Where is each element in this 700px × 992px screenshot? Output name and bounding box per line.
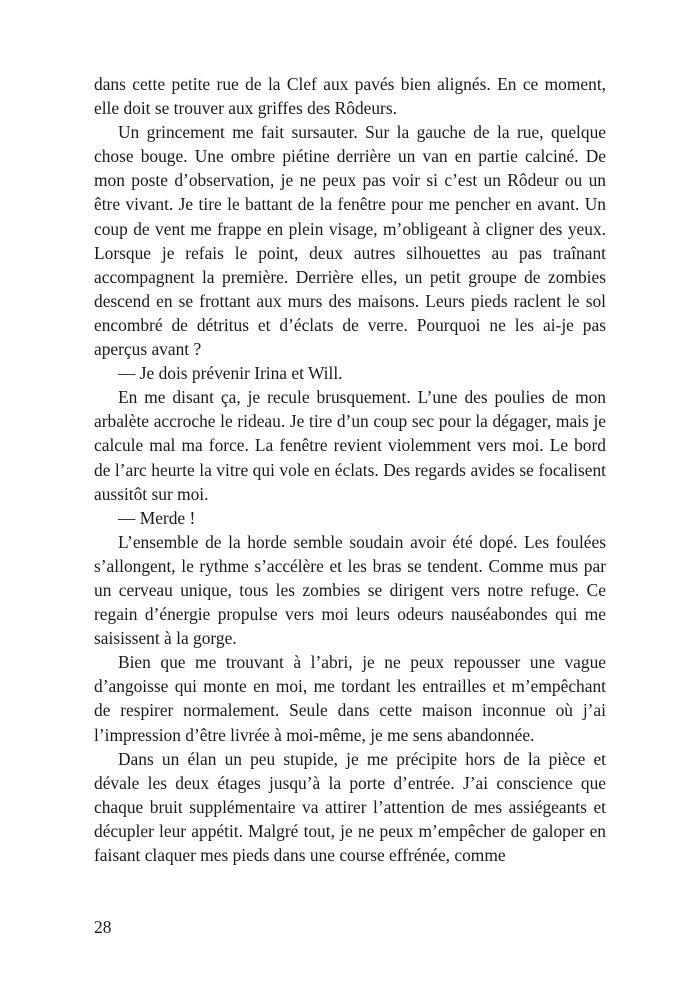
paragraph: En me disant ça, je recule brusquement. L’une des poulies de mon arbalète accroche le rideau. Je tire d’un coup sec pour la dégager, mais je calcule mal ma force. La fenêtre revient violemment vers moi. Le bord de l’arc heurte la vitre qui vole en éclats. Des regards avides se focalisent aussitôt sur moi. (94, 387, 606, 504)
paragraph: L’ensemble de la horde semble soudain avoir été dopé. Les foulées s’allongent, le rythme s’accélère et les bras se tendent. Comme mus par un cerveau unique, tous les zombies se dirigent vers notre refuge. Ce regain d’énergie propulse vers moi leurs odeurs nauséabondes qui me saisissent à la gorge. (94, 531, 606, 649)
paragraph-continuation: dans cette petite rue de la Clef aux pavés bien alignés. En ce moment, elle doit se trouver aux griffes des Rôdeurs. (94, 74, 606, 119)
dialogue-line: — Merde ! (118, 507, 196, 528)
dialogue-line: — Je dois prévenir Irina et Will. (118, 363, 343, 384)
paragraph: Dans un élan un peu stupide, je me précipite hors de la pièce et dévale les deux étages jusqu’à la porte d’entrée. J’ai conscience que chaque bruit supplémentaire va attirer l’attention de mes assiégeants et décupler leur appétit. Malgré tout, je ne peux m’empêcher de galoper en faisant claquer mes pieds dans une course effrénée, comme (94, 748, 606, 865)
paragraph: Un grincement me fait sursauter. Sur la gauche de la rue, quelque chose bouge. Une ombre piétine derrière un van en partie calciné. De mon poste d’observation, je ne peux pas voir si c’est un Rôdeur ou un être vivant. Je tire le battant de la fenêtre pour me pencher en avant. Un coup de vent me frappe en plein visage, m’obligeant à cligner des yeux. Lorsque je refais le point, deux autres silhouettes au pas traînant accompagnent la première. Derrière elles, un petit groupe de zombies descend en se frottant aux murs des maisons. Leurs pieds raclent le sol encombré de détritus et d’éclats de verre. Pourquoi ne les ai-je pas aperçus avant ? (94, 122, 606, 360)
page-number: 28 (94, 917, 112, 937)
body-text (94, 72, 606, 867)
paragraph: Bien que me trouvant à l’abri, je ne peux repousser une vague d’angoisse qui monte en moi, me tordant les entrailles et m’empêchant de respirer normalement. Seule dans cette maison inconnue où j’ai l’impression d’être livrée à moi-même, je me sens abandonnée. (94, 652, 606, 745)
